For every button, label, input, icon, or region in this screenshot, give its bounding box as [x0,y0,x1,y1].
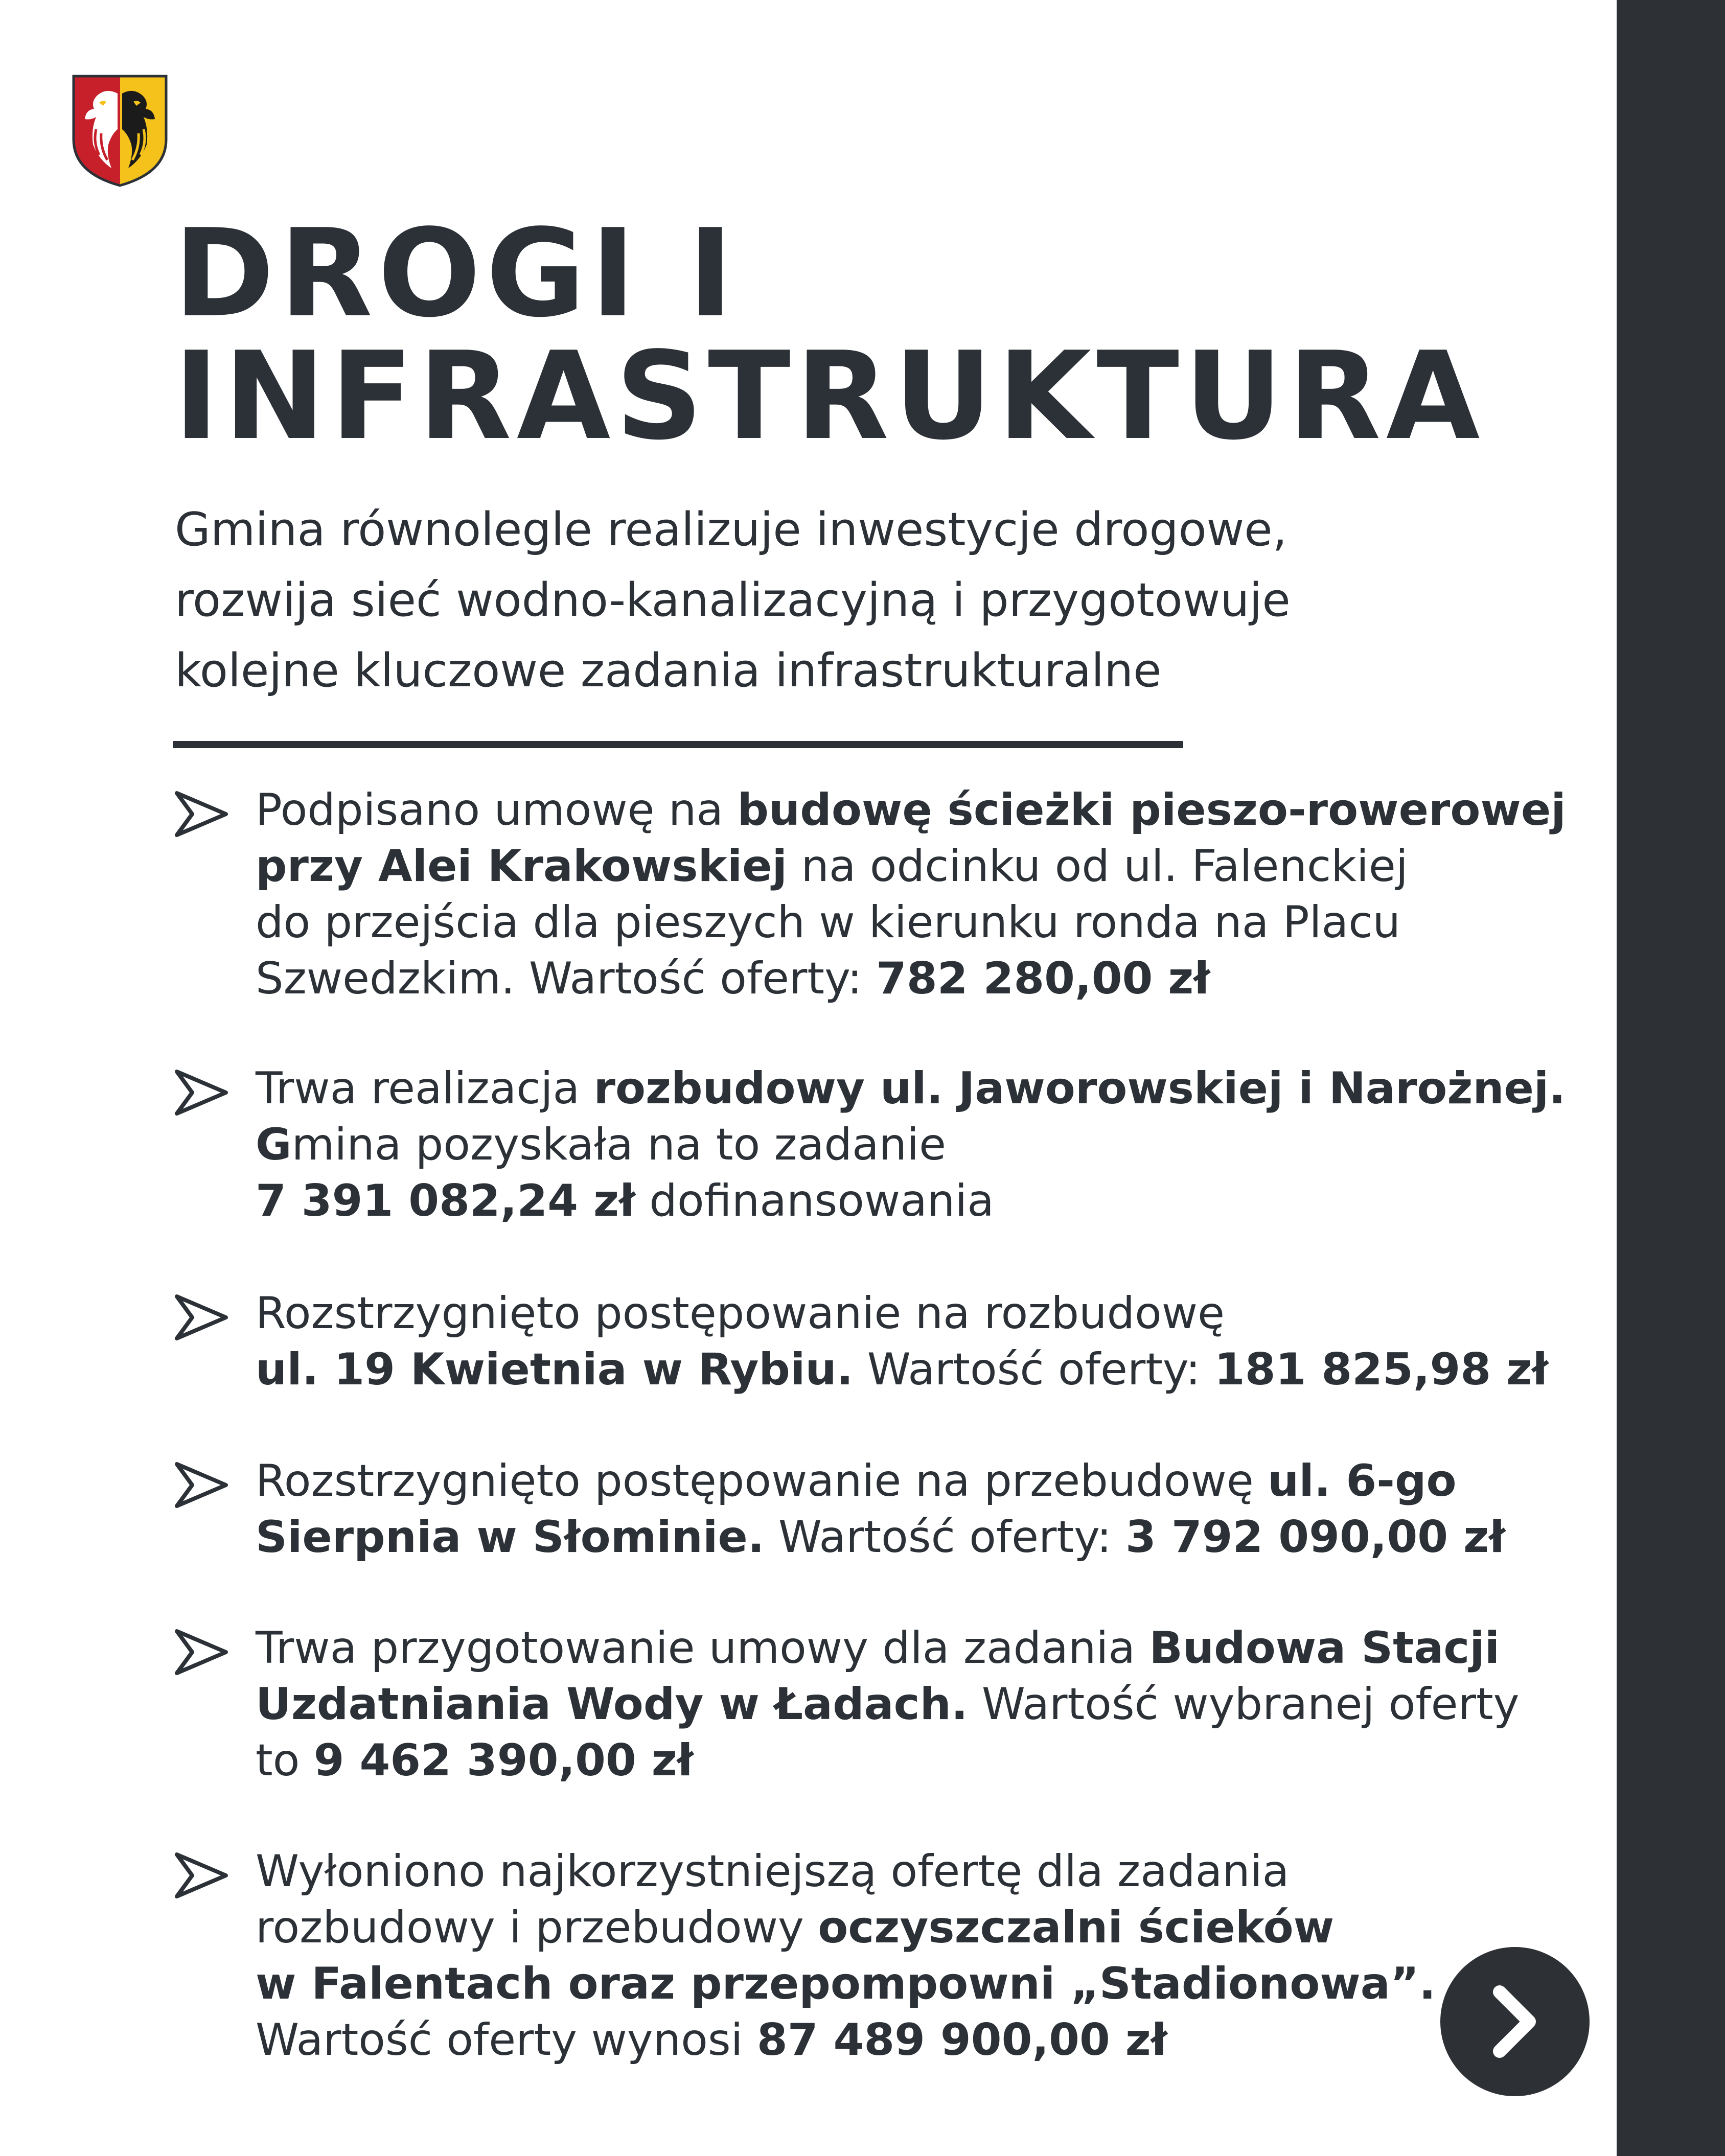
arrow-bullet-icon [173,1068,230,1118]
arrow-bullet-icon [173,789,230,839]
intro-line: Gmina równolegle realizuje inwestycje drogowe, [175,503,1287,557]
intro-line: kolejne kluczowe zadania infrastrukturalne [175,644,1162,698]
coat-of-arms-icon [71,73,169,188]
list-item-text: Rozstrzygnięto postępowanie na przebudowę ul. 6-go Sierpnia w Słominie. Wartość oferty: 3 792 090,00 zł [256,1455,1506,1563]
list-item-text: Rozstrzygnięto postępowanie na rozbudowę ul. 19 Kwietnia w Rybiu. Wartość oferty: 181 825,98 zł [256,1288,1549,1395]
arrow-bullet-icon [173,1627,230,1677]
page-title [174,203,1605,467]
title-line: DROGI I [174,203,739,344]
list-item-text: Trwa przygotowanie umowy dla zadania Budowa Stacji Uzdatniania Wody w Ładach. Wartość wybranej oferty to 9 462 390,00 zł [256,1622,1520,1786]
next-button[interactable] [1440,1947,1590,2096]
title-line: INFRASTRUKTURA [174,326,1485,467]
chevron-right-icon [1440,1947,1590,2096]
list-item-text: Podpisano umowę na budowę ścieżki pieszo-rowerowej przy Alei Krakowskiej na odcinku od ul. Falenckiej do przejścia dla pieszych w kierunku ronda na Placu Szwedzkim. Wartość oferty: 782 280,00 zł [256,784,1566,1004]
arrow-bullet-icon [173,1850,230,1900]
list-item-text: Trwa realizacja rozbudowy ul. Jaworowskiej i Narożnej. Gmina pozyskała na to zadanie 7 391 082,24 zł dofinansowania [256,1063,1566,1226]
intro-text [175,495,1504,706]
side-panel [1617,0,1725,2156]
arrow-bullet-icon [173,1460,230,1510]
list-item-text: Wyłoniono najkorzystniejszą ofertę dla zadania rozbudowy i przebudowy oczyszczalni ścieków w Falentach oraz przepompowni „Stadionowa”. Wartość oferty wynosi 87 489 900,00 zł [256,1846,1436,2066]
intro-line: rozwija sieć wodno-kanalizacyjną i przygotowuje [175,573,1291,627]
arrow-bullet-icon [173,1292,230,1342]
divider [173,741,1183,748]
